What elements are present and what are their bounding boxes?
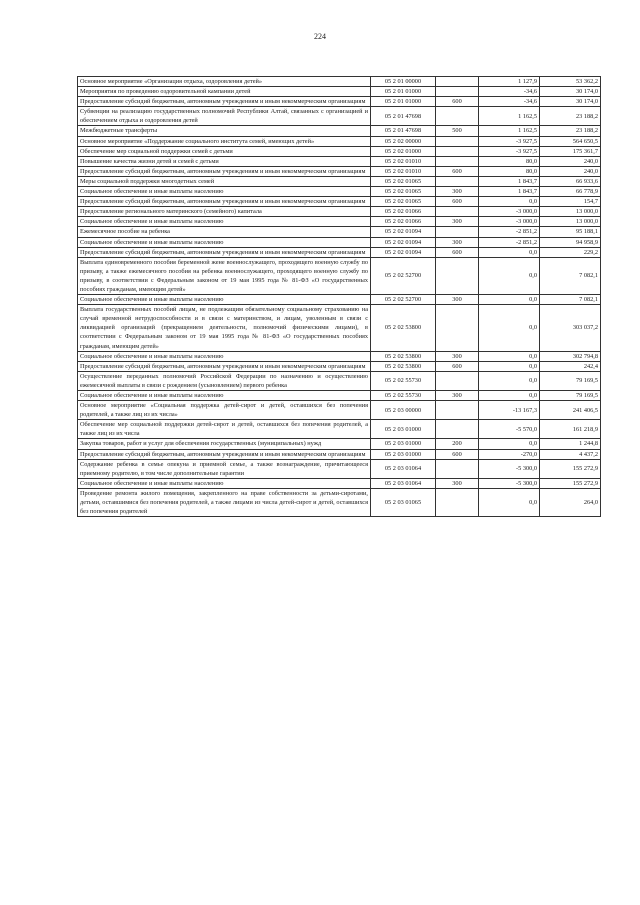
expense-type-code xyxy=(436,227,479,237)
expense-item-name: Повышение качества жизни детей и семей с детьми xyxy=(78,156,371,166)
target-article-code: 05 2 02 01010 xyxy=(371,156,436,166)
amount-total: 66 933,6 xyxy=(540,176,601,186)
table-row xyxy=(78,237,601,247)
amount-change: -5 570,0 xyxy=(479,420,540,439)
expense-item-name: Предоставление субсидий бюджетным, автономным учреждениям и иным некоммерческим организациям xyxy=(78,166,371,176)
expense-type-code: 600 xyxy=(436,247,479,257)
amount-total: 13 000,0 xyxy=(540,217,601,227)
target-article-code: 05 2 02 01094 xyxy=(371,227,436,237)
amount-change: -13 167,3 xyxy=(479,401,540,420)
target-article-code: 05 2 03 00000 xyxy=(371,401,436,420)
target-article-code: 05 2 02 01066 xyxy=(371,207,436,217)
amount-total: 175 361,7 xyxy=(540,146,601,156)
expense-type-code xyxy=(436,488,479,516)
amount-total: 264,0 xyxy=(540,488,601,516)
target-article-code: 05 2 03 01064 xyxy=(371,478,436,488)
expense-type-code xyxy=(436,305,479,351)
amount-total: 23 188,2 xyxy=(540,107,601,126)
amount-total: 4 437,2 xyxy=(540,449,601,459)
target-article-code: 05 2 01 47698 xyxy=(371,107,436,126)
expense-item-name: Социальное обеспечение и иные выплаты населению xyxy=(78,187,371,197)
table-row xyxy=(78,77,601,87)
table-row xyxy=(78,227,601,237)
amount-change: -5 300,0 xyxy=(479,459,540,478)
target-article-code: 05 2 02 01066 xyxy=(371,217,436,227)
expense-item-name: Предоставление субсидий бюджетным, автономным учреждениям и иным некоммерческим организациям xyxy=(78,449,371,459)
table-row xyxy=(78,107,601,126)
expense-item-name: Предоставление регионального материнского (семейного) капитала xyxy=(78,207,371,217)
table-row xyxy=(78,87,601,97)
amount-total: 53 362,2 xyxy=(540,77,601,87)
expense-item-name: Основное мероприятие «Организация отдыха, оздоровления детей» xyxy=(78,77,371,87)
amount-change: -5 300,0 xyxy=(479,478,540,488)
expense-type-code: 600 xyxy=(436,449,479,459)
table-row xyxy=(78,361,601,371)
target-article-code: 05 2 02 01010 xyxy=(371,166,436,176)
expense-item-name: Социальное обеспечение и иные выплаты населению xyxy=(78,237,371,247)
table-row xyxy=(78,217,601,227)
amount-change: 0,0 xyxy=(479,197,540,207)
table-row xyxy=(78,146,601,156)
target-article-code: 05 2 02 52700 xyxy=(371,295,436,305)
table-row xyxy=(78,176,601,186)
target-article-code: 05 2 02 55730 xyxy=(371,391,436,401)
amount-total: 66 778,9 xyxy=(540,187,601,197)
expense-item-name: Предоставление субсидий бюджетным, автономным учреждениям и иным некоммерческим организациям xyxy=(78,247,371,257)
table-row xyxy=(78,401,601,420)
target-article-code: 05 2 02 01065 xyxy=(371,197,436,207)
amount-change: 1 843,7 xyxy=(479,187,540,197)
expense-type-code xyxy=(436,401,479,420)
table-row xyxy=(78,156,601,166)
amount-total: 161 218,9 xyxy=(540,420,601,439)
expense-item-name: Социальное обеспечение и иные выплаты населению xyxy=(78,295,371,305)
amount-change: 0,0 xyxy=(479,371,540,390)
amount-change: -3 927,5 xyxy=(479,136,540,146)
expense-type-code: 300 xyxy=(436,217,479,227)
target-article-code: 05 2 02 01094 xyxy=(371,237,436,247)
amount-total: 155 272,9 xyxy=(540,478,601,488)
amount-total: 79 169,5 xyxy=(540,391,601,401)
amount-change: -34,6 xyxy=(479,97,540,107)
target-article-code: 05 2 02 55730 xyxy=(371,371,436,390)
amount-change: -270,0 xyxy=(479,449,540,459)
amount-change: 0,0 xyxy=(479,305,540,351)
amount-total: 155 272,9 xyxy=(540,459,601,478)
amount-change: 80,0 xyxy=(479,156,540,166)
amount-change: 1 843,7 xyxy=(479,176,540,186)
amount-total: 1 244,8 xyxy=(540,439,601,449)
amount-total: 564 650,5 xyxy=(540,136,601,146)
page-number: 224 xyxy=(314,32,326,41)
expense-type-code: 600 xyxy=(436,166,479,176)
target-article-code: 05 2 02 01065 xyxy=(371,187,436,197)
amount-change: -2 851,2 xyxy=(479,227,540,237)
target-article-code: 05 2 01 01000 xyxy=(371,97,436,107)
target-article-code: 05 2 02 53800 xyxy=(371,305,436,351)
target-article-code: 05 2 03 01064 xyxy=(371,459,436,478)
table-row xyxy=(78,420,601,439)
expense-item-name: Закупка товаров, работ и услуг для обеспечения государственных (муниципальных) нужд xyxy=(78,439,371,449)
target-article-code: 05 2 02 01065 xyxy=(371,176,436,186)
expense-type-code xyxy=(436,257,479,294)
amount-change: 0,0 xyxy=(479,361,540,371)
table-row xyxy=(78,351,601,361)
amount-change: 0,0 xyxy=(479,295,540,305)
amount-total: 7 082,1 xyxy=(540,295,601,305)
target-article-code: 05 2 03 01065 xyxy=(371,488,436,516)
expense-type-code xyxy=(436,77,479,87)
expense-type-code xyxy=(436,371,479,390)
amount-total: 30 174,0 xyxy=(540,97,601,107)
target-article-code: 05 2 01 01000 xyxy=(371,87,436,97)
expense-item-name: Мероприятия по проведению оздоровительной кампании детей xyxy=(78,87,371,97)
expense-item-name: Социальное обеспечение и иные выплаты населению xyxy=(78,217,371,227)
amount-total: 241 406,5 xyxy=(540,401,601,420)
expense-item-name: Выплата государственных пособий лицам, не подлежащим обязательному социальному страхованию на случай временной нетрудоспособности и в связи с материнством, и лицам, уволенным в связи с ликвидацией организаций (прекращением деятельности, полномочий физическими лицами), в соответствии с Федеральным законом от 19 мая 1995 года № 81-ФЗ «О государственных пособиях гражданам, имеющим детей» xyxy=(78,305,371,351)
amount-total: 30 174,0 xyxy=(540,87,601,97)
table-row xyxy=(78,295,601,305)
amount-change: -3 927,5 xyxy=(479,146,540,156)
target-article-code: 05 2 02 53800 xyxy=(371,351,436,361)
expense-type-code xyxy=(436,176,479,186)
expense-type-code xyxy=(436,156,479,166)
table-row xyxy=(78,449,601,459)
expense-type-code xyxy=(436,420,479,439)
amount-total: 13 000,0 xyxy=(540,207,601,217)
expense-item-name: Социальное обеспечение и иные выплаты населению xyxy=(78,351,371,361)
target-article-code: 05 2 01 47698 xyxy=(371,126,436,136)
amount-total: 242,4 xyxy=(540,361,601,371)
expense-type-code: 600 xyxy=(436,197,479,207)
table-row xyxy=(78,97,601,107)
amount-total: 95 188,1 xyxy=(540,227,601,237)
expense-type-code: 600 xyxy=(436,361,479,371)
target-article-code: 05 2 03 01000 xyxy=(371,449,436,459)
target-article-code: 05 2 02 01094 xyxy=(371,247,436,257)
expense-type-code xyxy=(436,459,479,478)
amount-change: 0,0 xyxy=(479,247,540,257)
expense-type-code: 200 xyxy=(436,439,479,449)
expense-item-name: Предоставление субсидий бюджетным, автономным учреждениям и иным некоммерческим организациям xyxy=(78,361,371,371)
amount-total: 7 082,1 xyxy=(540,257,601,294)
table-row xyxy=(78,391,601,401)
amount-total: 302 794,8 xyxy=(540,351,601,361)
expense-type-code: 300 xyxy=(436,237,479,247)
expense-item-name: Обеспечение мер социальной поддержки детей-сирот и детей, оставшихся без попечения родителей, а также лиц из их числа xyxy=(78,420,371,439)
expense-type-code xyxy=(436,136,479,146)
amount-total: 23 188,2 xyxy=(540,126,601,136)
target-article-code: 05 2 02 01000 xyxy=(371,146,436,156)
budget-table-body xyxy=(78,77,601,517)
amount-total: 303 037,2 xyxy=(540,305,601,351)
expense-type-code xyxy=(436,87,479,97)
amount-change: 80,0 xyxy=(479,166,540,176)
expense-item-name: Предоставление субсидий бюджетным, автономным учреждениям и иным некоммерческим организациям xyxy=(78,97,371,107)
table-row xyxy=(78,459,601,478)
expense-item-name: Проведение ремонта жилого помещения, закрепленного на праве собственности за детьми-сиротами, детьми, оставшимися без попечения родителей, а также лицами из числа детей-сирот и детей, оставшихся без попечения родителей xyxy=(78,488,371,516)
amount-total: 94 958,9 xyxy=(540,237,601,247)
amount-change: -3 000,0 xyxy=(479,207,540,217)
amount-total: 154,7 xyxy=(540,197,601,207)
expense-item-name: Социальное обеспечение и иные выплаты населению xyxy=(78,391,371,401)
expense-item-name: Меры социальной поддержки многодетных семей xyxy=(78,176,371,186)
expense-type-code xyxy=(436,207,479,217)
expense-item-name: Предоставление субсидий бюджетным, автономным учреждениям и иным некоммерческим организациям xyxy=(78,197,371,207)
amount-change: 1 127,9 xyxy=(479,77,540,87)
table-row xyxy=(78,257,601,294)
expense-item-name: Обеспечение мер социальной поддержки семей с детьми xyxy=(78,146,371,156)
expense-item-name: Осуществление переданных полномочий Российской Федерации по назначению и осуществлению ежемесячной выплаты в связи с рождением (усыновлением) первого ребенка xyxy=(78,371,371,390)
table-row xyxy=(78,126,601,136)
target-article-code: 05 2 02 00000 xyxy=(371,136,436,146)
expense-type-code: 500 xyxy=(436,126,479,136)
expense-item-name: Основное мероприятие «Поддержание социального института семей, имеющих детей» xyxy=(78,136,371,146)
amount-change: 0,0 xyxy=(479,351,540,361)
table-row xyxy=(78,439,601,449)
amount-change: -2 851,2 xyxy=(479,237,540,247)
amount-change: 0,0 xyxy=(479,257,540,294)
table-row xyxy=(78,478,601,488)
expense-item-name: Социальное обеспечение и иные выплаты населению xyxy=(78,478,371,488)
expense-item-name: Ежемесячное пособие на ребенка xyxy=(78,227,371,237)
amount-total: 229,2 xyxy=(540,247,601,257)
table-row xyxy=(78,305,601,351)
expense-type-code xyxy=(436,146,479,156)
table-row xyxy=(78,197,601,207)
table-row xyxy=(78,187,601,197)
expense-type-code: 300 xyxy=(436,478,479,488)
expense-item-name: Содержание ребенка в семье опекуна и приемной семье, а также вознаграждение, причитающееся приемному родителю, в том числе дополнительные гарантии xyxy=(78,459,371,478)
amount-change: 0,0 xyxy=(479,391,540,401)
expense-item-name: Межбюджетные трансферты xyxy=(78,126,371,136)
expense-type-code: 300 xyxy=(436,187,479,197)
expense-type-code: 300 xyxy=(436,351,479,361)
target-article-code: 05 2 03 01000 xyxy=(371,420,436,439)
expense-item-name: Выплата единовременного пособия беременной жене военнослужащего, проходящего военную службу по призыву, а также ежемесячного пособия на ребенка военнослужащего, проходящего военную службу по призыву, в соответствии с Федеральным законом от 19 мая 1995 года № 81-ФЗ «О государственных пособиях гражданам, имеющим детей» xyxy=(78,257,371,294)
expense-type-code: 300 xyxy=(436,295,479,305)
target-article-code: 05 2 02 53800 xyxy=(371,361,436,371)
table-row xyxy=(78,136,601,146)
table-row xyxy=(78,166,601,176)
expense-type-code: 600 xyxy=(436,97,479,107)
expense-item-name: Основное мероприятие «Социальная поддержка детей-сирот и детей, оставшихся без попечения родителей, а также лиц из их числа» xyxy=(78,401,371,420)
amount-change: -34,6 xyxy=(479,87,540,97)
expense-type-code xyxy=(436,107,479,126)
expense-item-name: Субвенции на реализацию государственных полномочий Республики Алтай, связанных с организацией и обеспечением отдыха и оздоровления детей xyxy=(78,107,371,126)
amount-total: 240,0 xyxy=(540,156,601,166)
amount-change: 1 162,5 xyxy=(479,126,540,136)
target-article-code: 05 2 01 00000 xyxy=(371,77,436,87)
amount-total: 240,0 xyxy=(540,166,601,176)
table-row xyxy=(78,247,601,257)
table-row xyxy=(78,371,601,390)
budget-table xyxy=(77,76,601,517)
amount-total: 79 169,5 xyxy=(540,371,601,390)
table-row xyxy=(78,488,601,516)
amount-change: -3 000,0 xyxy=(479,217,540,227)
target-article-code: 05 2 03 01000 xyxy=(371,439,436,449)
amount-change: 0,0 xyxy=(479,439,540,449)
table-row xyxy=(78,207,601,217)
amount-change: 0,0 xyxy=(479,488,540,516)
expense-type-code: 300 xyxy=(436,391,479,401)
target-article-code: 05 2 02 52700 xyxy=(371,257,436,294)
amount-change: 1 162,5 xyxy=(479,107,540,126)
